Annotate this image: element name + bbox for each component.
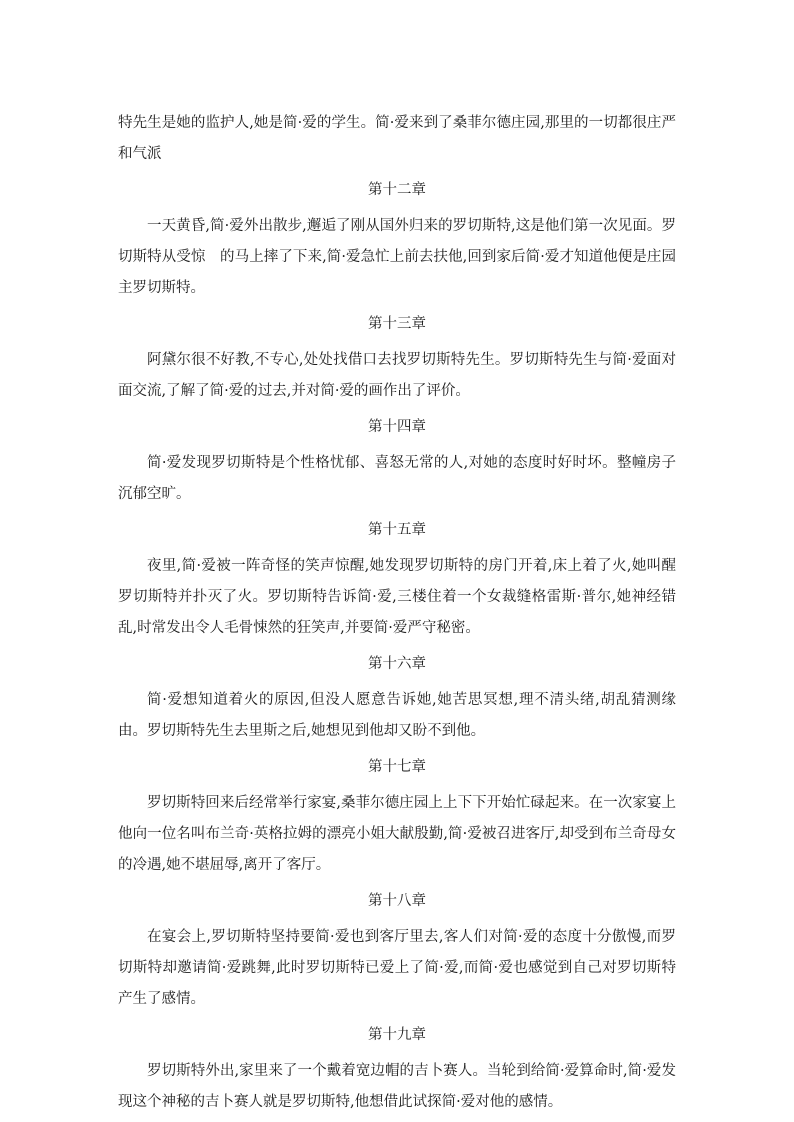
chapter-17-text: 罗切斯特回来后经常举行家宴,桑菲尔德庄园上上下下开始忙碌起来。在一次家宴上他向一位名叫布兰奇·英格拉姆的漂亮小姐大献殷勤,简·爱被召进客厅,却受到布兰奇母女的冷遇,她不堪屈辱,离开了客厅。 (118, 795, 676, 873)
chapter-18-title: 第十八章 (368, 893, 426, 909)
chapter-18-text: 在宴会上,罗切斯特坚持要简·爱也到客厅里去,客人们对简·爱的态度十分傲慢,而罗切斯特却邀请简·爱跳舞,此时罗切斯特已爱上了简·爱,而简·爱也感觉到自己对罗切斯特产生了感情。 (118, 929, 676, 1007)
chapter-16-title: 第十六章 (368, 656, 426, 672)
chapter-16-text: 简·爱想知道着火的原因,但没人愿意告诉她,她苦思冥想,理不清头绪,胡乱猜测缘由。罗切斯特先生去里斯之后,她想见到他却又盼不到他。 (118, 692, 676, 739)
document-page (118, 108, 676, 1118)
chapter-17-title: 第十七章 (368, 759, 426, 775)
chapter-19-title: 第十九章 (368, 1027, 426, 1043)
chapter-13-text: 阿黛尔很不好教,不专心,处处找借口去找罗切斯特先生。罗切斯特先生与简·爱面对面交流,了解了简·爱的过去,并对简·爱的画作出了评价。 (118, 352, 676, 399)
chapter-19-text: 罗切斯特外出,家里来了一个戴着宽边帽的吉卜赛人。当轮到给简·爱算命时,简·爱发现这个神秘的吉卜赛人就是罗切斯特,他想借此试探简·爱对他的感情。 (118, 1063, 676, 1110)
chapter-15-text: 夜里,简·爱被一阵奇怪的笑声惊醒,她发现罗切斯特的房门开着,床上着了火,她叫醒罗切斯特并扑灭了火。罗切斯特告诉简·爱,三楼住着一个女裁缝格雷斯·普尔,她神经错乱,时常发出令人毛骨悚然的狂笑声,并要简·爱严守秘密。 (118, 558, 676, 636)
chapter-13-title: 第十三章 (368, 316, 426, 332)
chapter-12-text: 一天黄昏,简·爱外出散步,邂逅了刚从国外归来的罗切斯特,这是他们第一次见面。罗切斯特从受惊 的马上摔了下来,简·爱急忙上前去扶他,回到家后简·爱才知道他便是庄园主罗切斯特。 (118, 218, 676, 296)
chapter-14-title: 第十四章 (368, 419, 426, 435)
chapter-15-title: 第十五章 (368, 522, 426, 538)
intro-paragraph: 特先生是她的监护人,她是简·爱的学生。简·爱来到了桑菲尔德庄园,那里的一切都很庄严和气派 (118, 115, 676, 162)
chapter-12-title: 第十二章 (368, 182, 426, 198)
chapter-14-text: 简·爱发现罗切斯特是个性格忧郁、喜怒无常的人,对她的态度时好时坏。整幢房子沉郁空旷。 (118, 455, 676, 502)
